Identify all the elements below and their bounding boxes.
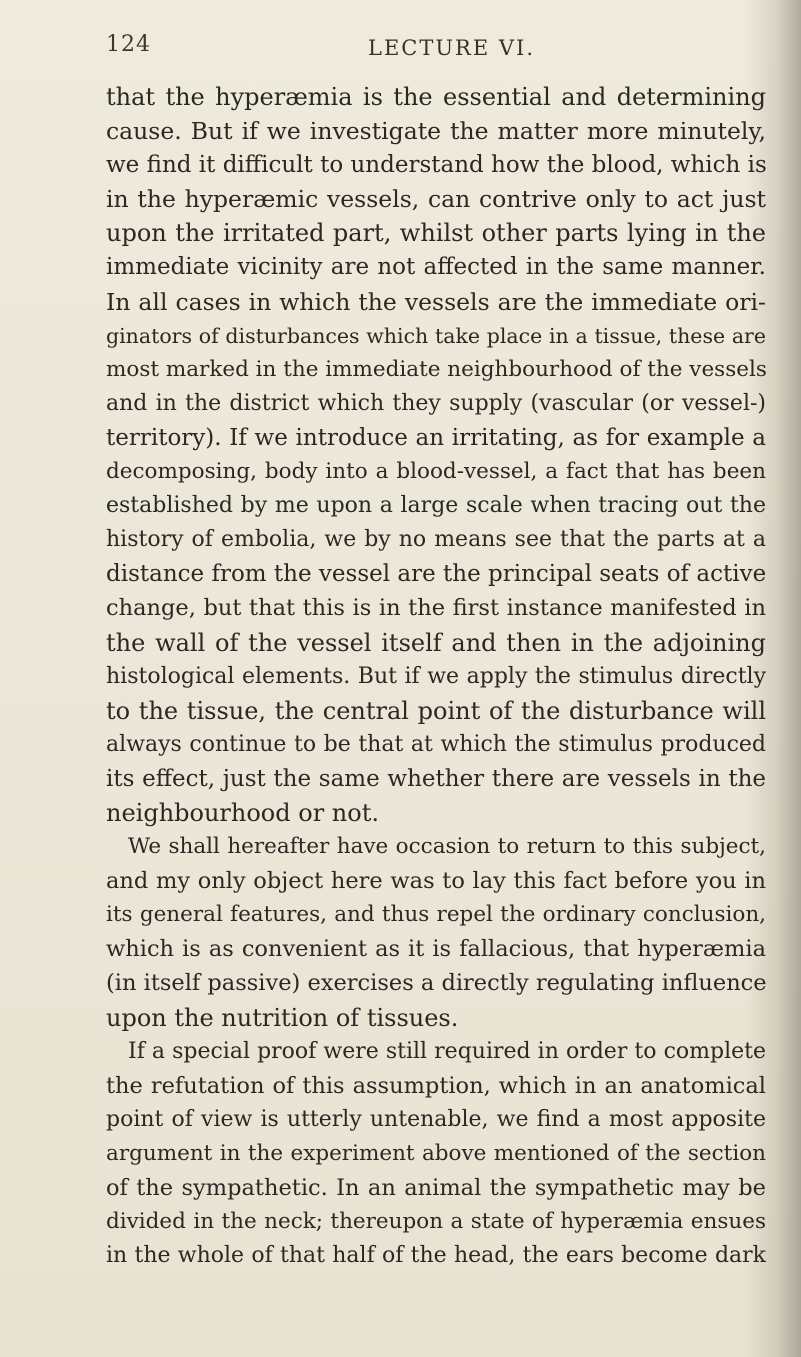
page-header	[0, 32, 801, 72]
text-line: decomposing, body into a blood-vessel, a fact that has been	[106, 459, 766, 485]
text-line: In all cases in which the vessels are the immediate ori-	[106, 287, 766, 316]
text-line: the wall of the vessel itself and then in the adjoining	[106, 628, 766, 657]
text-line: and in the district which they supply (vascular (or vessel-)	[106, 390, 766, 416]
text-line: cause. But if we investigate the matter more minutely,	[106, 117, 766, 146]
text-line: of the sympathetic. In an animal the sympathetic may be	[106, 1175, 766, 1201]
text-line: which is as convenient as it is fallacious, that hyperæmia	[106, 936, 766, 963]
text-line: upon the irritated part, whilst other parts lying in the	[106, 219, 766, 248]
text-line: territory). If we introduce an irritating, as for example a	[106, 424, 766, 451]
running-head: LECTURE VI.	[368, 36, 536, 60]
text-line: upon the nutrition of tissues.	[106, 1003, 459, 1032]
text-line: divided in the neck; thereupon a state of hyperæmia ensues	[106, 1209, 766, 1235]
text-line: change, but that this is in the first instance manifested in	[106, 595, 766, 622]
text-line: (in itself passive) exercises a directly regulating influence	[106, 970, 767, 997]
text-line: we find it difficult to understand how the blood, which is	[106, 152, 767, 179]
text-line: point of view is utterly untenable, we find a most apposite	[106, 1106, 766, 1132]
text-line: distance from the vessel are the principal seats of active	[106, 561, 767, 588]
text-line: in the whole of that half of the head, the ears become dark	[106, 1243, 766, 1269]
text-line: and my only object here was to lay this fact before you in	[106, 868, 766, 895]
text-line: its effect, just the same whether there are vessels in the	[106, 765, 766, 792]
text-line: always continue to be that at which the stimulus produced	[106, 731, 766, 757]
text-line: histological elements. But if we apply the stimulus directly	[106, 663, 766, 689]
text-line: to the tissue, the central point of the disturbance will	[106, 696, 766, 725]
text-line: We shall hereafter have occasion to return to this subject,	[128, 834, 766, 860]
text-line: neighbourhood or not.	[106, 798, 379, 827]
page-number: 124	[106, 32, 151, 57]
text-line: most marked in the immediate neighbourhood of the vessels	[106, 356, 767, 382]
text-line: immediate vicinity are not affected in the same manner.	[106, 254, 766, 281]
text-line: its general features, and thus repel the ordinary conclusion,	[106, 902, 766, 928]
body-text	[106, 80, 766, 1273]
text-line: ginators of disturbances which take place in a tissue, these are	[106, 323, 766, 348]
text-line: established by me upon a large scale when tracing out the	[106, 493, 766, 519]
text-line: in the hyperæmic vessels, can contrive only to act just	[106, 185, 766, 214]
text-line: If a special proof were still required in order to complete	[128, 1038, 766, 1064]
text-line: that the hyperæmia is the essential and determining	[106, 83, 766, 111]
text-line: argument in the experiment above mentioned of the section	[106, 1140, 766, 1166]
text-line: the refutation of this assumption, which in an anatomical	[106, 1072, 766, 1099]
text-line: history of embolia, we by no means see that the parts at a	[106, 527, 766, 553]
